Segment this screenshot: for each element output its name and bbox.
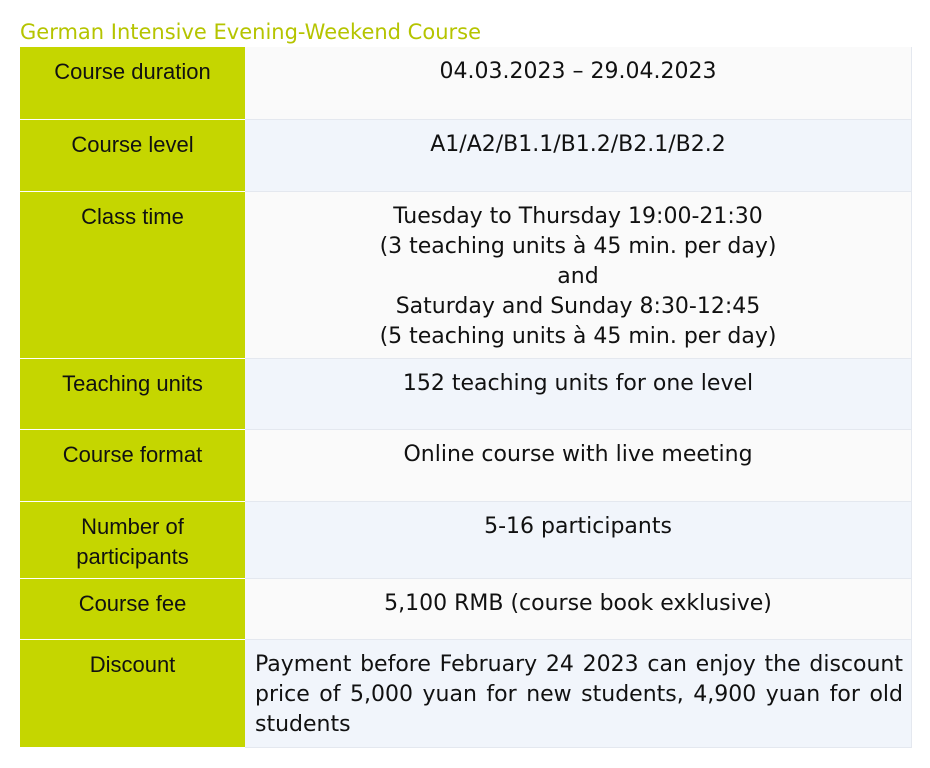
row-label-course-level: Course level xyxy=(20,119,245,191)
row-value-course-duration: 04.03.2023 – 29.04.2023 xyxy=(245,47,912,119)
table-row xyxy=(20,47,912,119)
row-label-number-of-participants: Number of participants xyxy=(20,501,245,578)
row-value-course-level: A1/A2/B1.1/B1.2/B2.1/B2.2 xyxy=(245,119,912,191)
row-value-course-fee: 5,100 RMB (course book exklusive) xyxy=(245,578,912,639)
course-info-table xyxy=(20,47,912,748)
table-row xyxy=(20,358,912,429)
row-label-class-time: Class time xyxy=(20,191,245,358)
table-row xyxy=(20,578,912,639)
row-label-course-fee: Course fee xyxy=(20,578,245,639)
row-value-number-of-participants: 5-16 participants xyxy=(245,501,912,578)
row-value-course-format: Online course with live meeting xyxy=(245,429,912,501)
row-label-course-duration: Course duration xyxy=(20,47,245,119)
table-row xyxy=(20,429,912,501)
row-label-discount: Discount xyxy=(20,639,245,747)
row-value-teaching-units: 152 teaching units for one level xyxy=(245,358,912,429)
page-title: German Intensive Evening-Weekend Course xyxy=(20,20,481,44)
table-row xyxy=(20,191,912,358)
table-row xyxy=(20,501,912,578)
table-row xyxy=(20,119,912,191)
row-label-teaching-units: Teaching units xyxy=(20,358,245,429)
row-label-course-format: Course format xyxy=(20,429,245,501)
table-row xyxy=(20,639,912,747)
row-value-discount: Payment before February 24 2023 can enjoy the discount price of 5,000 yuan for new students, 4,900 yuan for old students xyxy=(245,639,912,747)
row-value-class-time: Tuesday to Thursday 19:00-21:30 (3 teaching units à 45 min. per day) and Saturday and Sunday 8:30-12:45 (5 teaching units à 45 min. per day) xyxy=(245,191,912,358)
